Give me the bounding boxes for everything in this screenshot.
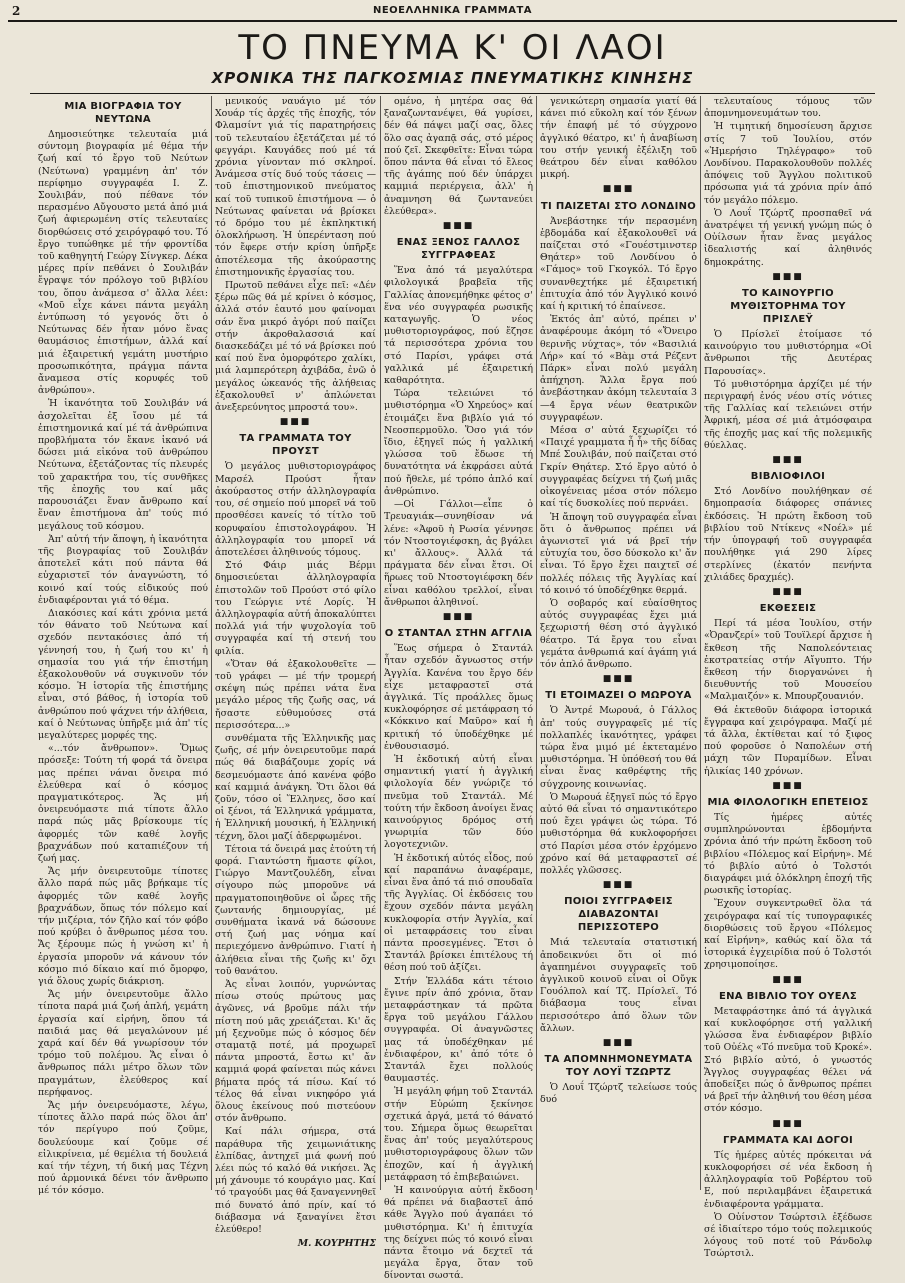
paragraph: Ἡ ἐκδοτική αὐτή εἶναι σημαντική γιατί ἡ ἀγγλική φιλολογία δέν γνώριζε τό πνεῦμα τοῦ Σταντάλ. Μέ τούτη τήν ἔκδοση ἀνοίγει ἕνας καινούργιος δρόμος στή γνωριμία τῶν δύο λογοτεχνιῶν. <box>384 753 533 851</box>
paragraph: Ἡ τιμητική δημοσίευση ἄρχισε στίς 7 τοῦ Ἰουλίου, στόν «Ἡμερήσιο Τηλέγραφο» τοῦ Λονδίνου. Παρακολουθοῦν πολλές ἀπόψεις τοῦ Ἄγγλου πολιτικοῦ πρόσωπα γιά τά χρόνια πρίν ἀπό τόν μεγάλο πόλεμο. <box>704 121 872 206</box>
section-separator: ■■■ <box>772 1118 804 1129</box>
column-divider <box>211 96 212 1190</box>
page-header <box>8 4 897 22</box>
article-heading: ΕΚΘΕΣΕΙΣ <box>759 603 817 615</box>
paragraph: Τέτοια τά ὄνειρά μας ἐτούτη τή φορά. Γιαντώστη ἤμαστε φίλοι, Γιώργο Μαντζουλέδη, εἶναι σίγουρο πώς μποροῦνε νά πραγματοποιηθοῦνε οἱ ὧρες τῆς ζωντανής δημιουργίας, μέ συνθήματα ἱκανά νά δώσουνε στή ζωή μας νόημα καί περιεχόμενο ἀνθρώπινο. Γιατί ἡ ἀλήθεια εἶναι τῆς ζωῆς κι' ὄχι τοῦ θανάτου. <box>215 843 376 977</box>
paragraph: Τώρα τελειώνει τό μυθιστόρημα «Ὁ Χηρεύος» καί ἑτοιμάζει ἕνα βιβλίο γιά τό Νεοσπερμοῦλο. Ὅσο γιά τόν ἴδιο, ἐξηγεῖ πώς ἡ γαλλική γλώσσα τοῦ ἔδωσε τή δυνατότητα νά ἐκφράσει αὐτά πού ἤθελε, μέ τρόπο ἁπλό καί ἀνθρώπινο. <box>384 388 533 497</box>
masthead <box>0 28 905 88</box>
paragraph: τελευταίους τόμους τῶν ἀπομνημονευμάτων του. <box>704 96 872 120</box>
paragraph: Μέσα σ' αὐτά ξεχωρίζει τό «Παιχέ γραμματα ἦ ἦ» τῆς δίδας Μπέ Σουλιβάν, πού παίζεται στό Γκρίν Θηάτερ. Στό ἔργο αὐτό ὁ συγγραφέας δείχνει τή ζωή μιᾶς οἰκογένειας μέσα στόν πόλεμο καί τίς δυσκολίες πού περνάει. <box>540 425 697 510</box>
article-heading: ΕΝΑ ΒΙΒΛΙΟ ΤΟΥ ΟΥΕΛΣ <box>718 990 858 1002</box>
paragraph: Στήν Ἑλλάδα κάτι τέτοιο ἔγινε πρίν ἀπό χρόνια, ὅταν μεταφράστηκαν τά πρῶτα ἔργα τοῦ μεγάλου Γάλλου συγγραφέα. Οἱ ἀναγνῶστες μας τά ὑποδέχθηκαν μέ ἐνδιαφέρον, κι' ἀπό τότε ὁ Σταντάλ ἔχει πολλούς θαυμαστές. <box>384 975 533 1085</box>
paragraph: Ἄς μήν ὀνειρευτοῦμε ἄλλο τίποτα παρά μιά ζωή ἁπλή, γεμάτη ἐργασία καί εἰρήνη, ὅπου τά παιδιά μας θά μεγαλώνουν μέ χαρά καί δέν θά γνωρίσουν τόν τρόμο τοῦ πολέμου. Ἄς εἶναι ὁ ἄνθρωπος πάλι μέτρο ὅλων τῶν πραγμάτων, ἐλεύθερος καί περήφανος. <box>38 989 208 1098</box>
page-subtitle: ΧΡΟΝΙΚΑ ΤΗΣ ΠΑΓΚΟΣΜΙΑΣ ΠΝΕΥΜΑΤΙΚΗΣ ΚΙΝΗΣΗΣ <box>211 69 694 87</box>
article-heading: ΤΟ ΚΑΙΝΟΥΡΓΙΟ ΜΥΘΙΣΤΟΡΗΜΑ ΤΟΥ ΠΡΙΣΛΕΫ <box>730 288 846 326</box>
section-separator: ■■■ <box>602 674 635 685</box>
author-signature: Μ. ΚΟΥΡΗΤΗΣ <box>297 1238 376 1250</box>
section-separator: ■■■ <box>442 611 475 622</box>
paragraph: Ὁ Μωρουά ἐξηγεῖ πώς τό ἔργο αὐτό θά εἶναι τό σημαντικότερο πού ἔχει γράψει ὡς τώρα. Τό μυθιστόρημα θά κυκλοφορήσει στό Παρίσι μέσα στόν ἐρχόμενο χρόνο καί θά μεταφραστεῖ σέ πολλές γλῶσσες. <box>540 791 697 876</box>
paragraph: Δημοσιεύτηκε τελευταία μιά σύντομη βιογραφία μέ θέμα τήν ζωή καί τό ἔργο τοῦ Νεύτων (Νεύτωνα) γραμμένη ἀπ' τόν περίφημο συγγραφέα Ι. Ζ. Σουλιβάν, πού πέθανε τόν περασμένο Αὔγουστο μετά ἀπό μιά ζωή ἀφιερωμένη στίς τελευταίες διορθώσεις στό χειρόγραφό του. Τό ἔργο τυπώθηκε μέ τήν φροντίδα τοῦ καθηγητή Γεώργ Σίνγκερ. Δέκα μέρες πρίν πεθάνει ὁ Σουλιβάν ἔγραψε τόν πρόλογο τοῦ βιβλίου του, ὅπου ἀνάμεσα σ' ἄλλα λέει: «Μοῦ εἶχε κάνει πάντα μεγάλη ἐντύπωση τό γεγονός ὅτι ὁ Νεύτωνας δέν ἦταν μόνο ἕνας θαυμάσιος ἐπιστήμων, ἀλλά καί μιά ἐξαιρετική γεμάτη μυστήριο προσωπικότητα, πράγμα πάντα ἄναμεσα στίς κορυφές τοῦ ἀνθρώπου». <box>38 129 208 397</box>
masthead-rule <box>30 93 875 94</box>
paragraph: μενικούς ναυάγιο μέ τόν Χουάρ τίς ἀρχές τῆς ἐποχῆς, τόν Φλαμσίντ γιά τίς παρατηρήσεις τοῦ τελευταίου ἐξετάζεται μέ τό φεγγάρι. Καυγάδες πού μέ τά χρόνια γίνονταν πιό σκληροί. Ἀνάμεσα στίς δυό τούς τάσεις — τοῦ ἐπιστημονικοῦ πνεύματος καί τοῦ τυπικοῦ ἐπιστήμονα — ὁ Νεύτωνας φαίνεται νά βρίσκει τό δρόμο του μέ ἐκπληκτική ὁλοκλήρωση. Ἡ ὑπερένταση πού τόν ἔφερε στήν κρίση ὑπῆρξε ἀποτέλεσμα τῆς ἀκούραστης ἐπιστημονικῆς ἐργασίας του. <box>215 96 376 278</box>
paragraph: Ὁ Οὐίνστον Τσώρτσιλ ἐξέδωσε σέ ἰδιαίτερο τόμο τούς πολεμικούς λόγους τοῦ ποτέ τοῦ Ράνδολφ Τσώρτσιλ. <box>704 1211 872 1260</box>
paragraph: Ἀνεβάστηκε τήν περασμένη ἑβδομάδα καί ἐξακολουθεῖ νά παίζεται στό «Γουέστμινστερ Θηάτερ» τοῦ Λονδίνου ὁ «Γάμος» τοῦ Γκογκόλ. Τό ἔργο συνανθεχτήκε μέ ἐξαιρετική ἐπιτυχία ἀπό τόν Ἀγγλικό κοινό καί ἡ κριτική τό ἐπαίνεσε. <box>540 215 697 313</box>
page-title: ΤΟ ΠΝΕΥΜΑ Κ' ΟΙ ΛΑΟΙ <box>238 28 667 68</box>
section-separator: ■■■ <box>772 586 804 597</box>
column-4 <box>540 96 697 1194</box>
column-2 <box>215 96 376 1250</box>
paragraph: Περί τά μέσα Ἰουλίου, στήν «Ὀρανζερί» τοῦ Τουϊλερί ἄρχισε ἡ ἔκθεση τῆς Ναπολεόντειας ἐκστρατείας στήν Αἴγυπτο. Τήν ἔκθεση τήν διοργανώνει ἡ διευθυντής τοῦ Μουσείου «Μαλμαιζόν» κ. Μπουρζουανιόν. <box>704 618 872 703</box>
section-separator: ■■■ <box>602 1038 635 1049</box>
paragraph: Ἡ ἱκανότητα τοῦ Σουλιβάν νά ἀσχολεῖται ἐξ ἴσου μέ τά ἐπιστημονικά καί μέ τά ἀνθρώπινα προβλήματα τόν ἔκανε ἱκανό νά δώσει μιά εἰκόνα τοῦ ἀνθρώπου Νεύτωνα, ἐξετάζοντας τίς πλευρές τοῦ χαρακτήρα του, τίς συνθῆκες τῆς ἐποχῆς του καί μᾶς παρουσιάζει ἕναν ἄνθρωπο καί ἕναν ἐπιστήμονα ἀπ' τούς πιό μεγάλους τοῦ κόσμου. <box>38 398 208 532</box>
column-1 <box>38 96 208 1197</box>
paragraph: Ὁ σοβαρός καί εὐαίσθητος αὐτός συγγραφέας ἔχει μιά ξεχωριστή θέση στό ἀγγλικό θέατρο. Τά ἔργα του εἶναι γεμάτα ἀνθρωπιά καί ἀγάπη γιά τόν ἁπλό ἄνθρωπο. <box>540 597 697 670</box>
section-separator: ■■■ <box>602 880 635 891</box>
section-separator: ■■■ <box>772 271 804 282</box>
article-heading: ΤΑ ΓΡΑΜΜΑΤΑ ΤΟΥ ΠΡΟΥΣΤ <box>239 433 352 458</box>
paragraph: Ἡ ἐκδοτική αὐτός εἶδος, πού καί παραπάνω ἀναφέραμε, εἶναι ἕνα ἀπό τά πιό σπουδαῖα τῆς Ἀγγλίας. Οἱ ἐκδόσεις του ἔχουν σχεδόν πάντα μεγάλη κυκλοφορία στήν Ἀγγλία, καί οἱ μεταφράσεις του εἶναι πάντα προσεγμένες. Ἔτσι ὁ Σταντάλ βρίσκει ἐπιτέλους τή θέση πού τοῦ ἀξίζει. <box>384 852 533 974</box>
paragraph: Ἡ μεγάλη φήμη τοῦ Σταντάλ στήν Εὐρώπη ξεκίνησε σχετικά ἀργά, μετά τό θάνατό του. Σήμερα ὅμως θεωρεῖται ἕνας ἀπ' τούς μεγαλύτερους μυθιστοριογράφους ὅλων τῶν ἐποχῶν, καί ἡ ἀγγλική μετάφραση τό ἐπιβεβαιώνει. <box>384 1086 533 1183</box>
section-separator: ■■■ <box>442 221 475 232</box>
paragraph: Ἄς μήν ὀνειρευτοῦμε τίποτες ἄλλο παρά πώς μᾶς βρήκαμε τίς ἀφορμές τῶν καθέ λογῆς βραχνάδων, ὅπως τόν πόλεμο καί τήν μιζέρια, τόν ζῆλο καί τόν φόβο πού κρύβει ὁ ἄνθρωπος μέσα του. Ἄς ξέρουμε πώς ἡ γνώση κι' ἡ ἐργασία μποροῦν νά κάνουν τόν κόσμο πιό δίκαιο καί πιό ὄμορφο, γιά ὅλους χωρίς διάκριση. <box>38 866 208 988</box>
paragraph: Ὁ Ἀντρέ Μωρουά, ὁ Γάλλος ἀπ' τούς συγγραφεῖς μέ τίς πολλαπλές ἱκανότητες, γράφει τώρα ἕνα μιμό μέ ἐκτεταμένο μυθιστόρημα. Ἡ ὑπόθεσή του θά εἶναι ἕνας καθρέφτης τῆς σύγχρονης κοινωνίας. <box>540 705 697 790</box>
section-separator: ■■■ <box>772 974 804 985</box>
paragraph: Μιά τελευταία στατιστική ἀποδεικνύει ὅτι οἱ πιό ἀγαπημένοι συγγραφεῖς τοῦ ἀγγλικοῦ κοινοῦ εἶναι οἱ Οὔγκ Γουόλπολ καί Τζ. Πρίσλεϊ. Τό διάβασμα τους εἶναι περισσότερο ἀπό ὅλων τῶν ἄλλων. <box>540 937 697 1034</box>
paragraph: Ὁ μεγάλος μυθιστοριογράφος Μαρσέλ Προύστ ἦταν ἀκούραστος στήν ἀλληλογραφία του, σέ σημείο πού μπορεῖ νά τοῦ προσθέσει κανείς τό τίτλο τοῦ κορυφαίου ἐπιστολογράφου. Ἡ ἀλληλογραφία του μπορεῖ νά ἀποτελέσει ἀληθινούς τόμους. <box>215 461 376 558</box>
paragraph: ομένο, ἡ μητέρα σας θά ξαναζωντανέψει, θά γυρίσει, δέν θά πάψει μαζί σας, ὅλες ὅλο σας ἀγαπᾷ σάς, στό μέρος πού ζεῖ. Σκεφθεῖτε: Εἶναι τώρα ὅπου πάντα θά εἶναι τό ἔλεος τῆς ἀγάπης πού δέν ὑπάρχει καμμιά περιέργεια, ἀλλ' ἡ ἀναμνηση θά ζωντανεύει ἐλεύθερα». <box>384 96 533 217</box>
paragraph: Ἀς εἶναι λοιπόν, γυρνώντας πίσω στούς πρώτους μας ἀγῶνες, νά βροῦμε πάλι τήν πίστη πού μᾶς χρειάζεται. Κι' ἄς μή ξεχνοῦμε πώς ὁ κόσμος δέν σταματᾷ ποτέ, μά προχωρεῖ πάντα μπροστά, ἔστω κι' ἄν καμμιά φορά φαίνεται πώς κάνει βήματα πρός τά πίσω. Καί τό τέλος θά εἶναι νικηφόρο γιά ὅλους ἐκείνους πού πιστεύουν στόν ἄνθρωπο. <box>215 979 376 1125</box>
paragraph: Ὁ Λουΐ Τζώρτζ προσπαθεῖ νά ἀνατρέψει τή γενική γνώμη πώς ὁ Οὐίλσων ἦταν ἕνας μεγάλος ἰδεαλιστής καί ἀληθινός δημοκράτης. <box>704 207 872 268</box>
article-heading: ΠΟΙΟΙ ΣΥΓΓΡΑΦΕΙΣ ΔΙΑΒΑΖΟΝΤΑΙ ΠΕΡΙΣΣΟΤΕΡΟ <box>564 896 673 934</box>
paragraph: Θά ἐκτεθοῦν διάφορα ἱστορικά ἔγγραφα καί χειρόγραφα. Μαζί μέ τά ἄλλα, ἐκτίθεται καί τό ξιφος πού φοροῦσε ὁ Ναπολέων στή μάχη τῶν Πυραμίδων. Εἶναι ἡλικίας 140 χρόνων. <box>704 704 872 777</box>
section-separator: ■■■ <box>279 417 312 428</box>
paragraph: Διακόσιες καί κάτι χρόνια μετά τόν θάνατο τοῦ Νεύτωνα καί σχεδόν πεντακόσιες ἀπό τή γέννησή του, ἡ ζωή του κι' ἡ σημασία του γιά τήν ἐπιστήμη ἐξακολουθοῦν νά συγκινοῦν τόν κόσμο. Ἡ ἱστορία τῆς ἐπιστήμης εἶναι, στό βάθος, ἡ ἱστορία τοῦ ἀνθρώπου πού ψάχνει τήν ἀλήθεια, καί ὁ Νεύτωνας ὑπῆρξε μιά ἀπ' τίς μεγαλύτερες μορφές της. <box>38 607 208 741</box>
paragraph: Ὁ Λουΐ Τζώρτζ τελείωσε τούς δυό <box>540 1082 697 1106</box>
paragraph: «Ὅταν θά ἐξακολουθεῖτε — τοῦ γράφει — μέ τήν τρομερή σκέψη πώς πρέπει νάτα ἕνα μεγάλο μέρος τῆς ζωῆς σας, νά ἤσαστε εὐθυμούσες στά περισσότερα...» <box>215 658 376 731</box>
running-title: ΝΕΟΕΛΛΗΝΙΚΑ ΓΡΑΜΜΑΤΑ <box>372 5 533 16</box>
page-number: 2 <box>12 4 21 18</box>
article-heading: ΕΝΑΣ ΞΕΝΟΣ ΓΑΛΛΟΣ ΣΥΓΓΡΑΦΕΑΣ <box>396 237 521 262</box>
paragraph: Μεταφράστηκε ἀπό τά ἀγγλικά καί κυκλοφόρησε στή γαλλική γλώσσα ἕνα ἐνδιαφέρον βιβλίο τοῦ Οὐέλς «Τό πνεῦμα τοῦ Κροκέ». Στό βιβλίο αὐτό, ὁ γνωστός Ἄγγλος συγγραφέας θέλει νά ἀποδείξει πώς ὁ ἄνθρωπος πρέπει νά βρεῖ τήν ἀληθινή του θέση μέσα στόν κόσμο. <box>704 1005 872 1115</box>
paragraph: Ἄς μήν ὀνειρευόμαστε, λέγω, τίποτες ἄλλο παρά πώς ὅλοι ἀπ' τόν περίγυρο πού ζοῦμε, δουλεύουμε καί ζοῦμε σέ εἰλικρίνεια, μέ θεμέλια τή δουλειά καί τήν τέχνη, τή δική μας Τέχνη πού ἁρμονικά δένει τόν ἄνθρωπο μέ τόν κόσμο. <box>38 1100 208 1197</box>
paragraph: «...τόν ἄνθρωπον». Ὅμως πρόσεξε: Τούτη τή φορά τά ὄνειρα μας πρέπει νάναι ὄνειρα πιό ἐλεύθερα καί ὁ κόσμος πραγματικότερος. Ἄς μή ὀνειρευόμαστε πιά τίποτε ἄλλο παρά πώς μᾶς βρίσκουμε τίς ἀφορμές τῶν καθέ λογῆς βραχνάδων πού καταπιέζουν τή ζωή μας. <box>38 743 208 864</box>
section-separator: ■■■ <box>772 780 804 791</box>
paragraph: Πρωτοῦ πεθάνει εἶχε πεῖ: «Δέν ξέρω πῶς θά μέ κρίνει ὁ κόσμος, ἀλλά στόν ἑαυτό μου φαίνομαι σάν ἕνα μικρό ἀγόρι πού παίζει στήν ἀκροθαλασσιά καί διασκεδάζει μέ τό νά βρίσκει πού καί πού ἕνα ὀμορφότερο χαλίκι, μιά λαμπερότερη ἀχιβάδα, ἐνῶ ὁ μεγάλος ὠκεανός τῆς ἀλήθειας ἐξακολουθεῖ ν' ἁπλώνεται ἀνεξερεύνητος μπροστά του». <box>215 280 376 414</box>
section-separator: ■■■ <box>602 184 635 195</box>
article-heading: ΒΙΒΛΙΟΦΙΛΟΙ <box>750 471 826 483</box>
article-heading: ΤΑ ΑΠΟΜΝΗΜΟΝΕΥΜΑΤΑ ΤΟΥ ΛΟΥΪ ΤΖΩΡΤΖ <box>544 1054 693 1079</box>
article-heading: Ο ΣΤΑΝΤΑΛ ΣΤΗΝ ΑΓΓΛΙΑ <box>384 628 533 640</box>
paragraph: Ἐκτός ἀπ' αὐτό, πρέπει ν' ἀναφέρουμε ἀκόμη τό «Ὄνειρο θερινῆς νύχτας», τόν «Βασιλιά Λήρ» καί τό «Βὰμ στά Ρέζεντ Πάρκ» εἶναι πολύ μεγάλη ἀπήχηση. Ἄλλα ἔργα πού ἀνεβάστηκαν ἀκόμη τελευταία 3—4 ἔργα νέων θεατρικῶν συγγραφέων. <box>540 314 697 423</box>
paragraph: Ἀπ' αὐτή τήν ἄποψη, ἡ ἱκανότητα τῆς βιογραφίας τοῦ Σουλιβάν ἀποτελεῖ κάτι πού πάντα θά εὐχαριστεῖ τόν ἀναγνώστη, τό κοινό καί τούς εἰδικούς πού ἐνδιαφέρονται γιά τό θέμα. <box>38 533 208 606</box>
paragraph: Ὁ Πρίσλεϊ ἐτοίμασε τό καινούργιο του μυθιστόρημα «Οἱ ἄνθρωποι τῆς Δευτέρας Παρουσίας». <box>704 329 872 377</box>
article-heading: ΜΙΑ ΒΙΟΓΡΑΦΙΑ ΤΟΥ ΝΕΥΤΩΝΑ <box>64 101 182 125</box>
article-heading: ΓΡΑΜΜΑΤΑ ΚΑΙ ΔΟΓΟΙ <box>722 1134 854 1146</box>
paragraph: Ἡ καινούργια αὐτή ἔκδοση θά πρέπει νά διαβαστεῖ ἀπό κάθε Ἄγγλο πού ἀγαπάει τό μυθιστόρημα. Κι' ἡ ἐπιτυχία της δείχνει πώς τό κοινό εἶναι πάντα ἕτοιμο νά δεχτεῖ τά μεγάλα ἔργα, ὅταν τοῦ δίνονται σωστά. <box>384 1185 533 1282</box>
paragraph: γενικώτερη σημασία γιατί θά κάνει πιό εὔκολη καί τόν ξένων τήν ἐπαφή μέ τό σύγχρονο ἀγγλικό θέατρο, κι' ἡ ἀναβίωση του στήν γενική ἐξέλιξη τοῦ θεάτρου δέν εἶναι καθόλου μικρή. <box>540 96 697 181</box>
paragraph: συνθέματα τῆς Ἑλληνικῆς μας ζωῆς, σέ μήν ὀνειρευτοῦμε παρά πώς θά διαβάζουμε χορίς νά δεσμευόμαστε ἀπό κανένα φόβο καί καμμιά ἀνάγκη. Ὅτι ὅλοι θά ζοῦν, τόσο οἱ Ἕλληνες, ὅσο καί οἱ ξένοι, τά Ἑλληνικά γράμματα, ἡ Ἑλληνική μουσική, ἡ Ἑλληνική τέχνη, ὅλοι μαζί ἀδερφωμένοι. <box>215 732 376 842</box>
paragraph: Στό Φάιρ μιάς Βέρμι δημοσιεύεται ἀλληλογραφία ἐπιστολῶν τοῦ Προύστ στό φίλο του Γεώργιε ντέ Λορίς. Ἡ ἀλληλογραφία αὐτή ἀποκαλύπτει πολλά γιά τήν ψυχολογία τοῦ συγγραφέα καί τή στενή του φιλία. <box>215 560 376 657</box>
article-heading: ΤΙ ΕΤΟΙΜΑΖΕΙ Ο ΜΩΡΟΥΑ <box>545 690 692 702</box>
section-separator: ■■■ <box>772 455 804 466</box>
paragraph: Ἡ ἄποψη τοῦ συγγραφέα εἶναι ὅτι ὁ ἄνθρωπος πρέπει νά ἀγωνιστεῖ γιά νά βρεῖ τήν εὐτυχία του, ὅσο δύσκολο κι' ἄν εἶναι. Τό ἔργο ἔχει παιχτεῖ σέ πολλές πόλεις τῆς Ἀγγλίας καί τό κοινό τό ὑποδέχθηκε θερμά. <box>540 511 697 596</box>
paragraph: Τίς ἡμέρες αὐτές συμπληρώνονται ἑβδομήντα χρόνια ἀπό τήν πρώτη ἔκδοση τοῦ βιβλίου «Πόλεμος καί Εἰρήνη». Μέ τό βιβλίο αὐτό ὁ Τολστόι διαγράφει μιά ὁλόκληρη ἐποχή τῆς ρωσικῆς ἱστορίας. <box>704 811 872 897</box>
paragraph: Ἕως σήμερα ὁ Σταντάλ ἦταν σχεδόν ἄγνωστος στήν Ἀγγλία. Κανένα του ἔργο δέν εἶχε μεταφραστεῖ στά ἀγγλικά. Τίς προάλλες ὅμως κυκλοφόρησε σέ μετάφραση τό «Κόκκινο καί Μαῦρο» καί ἡ κριτική τό ὑποδέχθηκε μέ ἐνθουσιασμό. <box>384 643 533 752</box>
paragraph: Ἕνα ἀπό τά μεγαλύτερα φιλολογικά βραβεῖα τῆς Γαλλίας ἀπονεμήθηκε φέτος σ' ἕνα νέο συγγραφέα ρωσικῆς καταγωγῆς. Ὁ νέος μυθιστοριογράφος, πού ἔζησε τά περισσότερα χρόνια του στό Παρίσι, γράφει στά γαλλικά μέ ἐξαιρετική καθαρότητα. <box>384 265 533 387</box>
column-divider <box>700 96 701 1190</box>
article-heading: ΜΙΑ ΦΙΛΟΛΟΓΙΚΗ ΕΠΕΤΕΙΟΣ <box>707 796 869 808</box>
column-divider <box>536 96 537 1190</box>
column-5 <box>704 96 872 1260</box>
column-3 <box>384 96 533 1282</box>
paragraph: Τό μυθιστόρημα ἀρχίζει μέ τήν περιγραφή ἑνός νέου στίς νότιες τῆς Γαλλίας καί τελειώνει στήν Ἀφρική, μέσα σέ μιά ἀτμόσφαιρα τῆς ἐποχῆς μας καί τῆς πολεμικῆς θύελλας. <box>704 378 872 451</box>
paragraph: Καί πάλι σήμερα, στά παράθυρα τῆς χειμωνιάτικης ἐλπίδας, ἀντηχεῖ μιά φωνή πού λέει πώς τό καλό θά νικήσει. Ἄς μή χάνουμε τό κουράγιο μας. Καί τό τραγούδι μας θά ξαναγεννηθεῖ πιό δυνατό ἀπό πρίν, καί τό διάβασμα νά ξαναγίνει ἔτσι ἐλεύθερο! <box>215 1126 376 1236</box>
paragraph: Ἔχουν συγκεντρωθεῖ ὅλα τά χειρόγραφα καί τίς τυπογραφικές διορθώσεις τοῦ ἔργου «Πόλεμος καί Εἰρήνη», καθώς καί ὅλα τά ἱστορικά ἐγχειρίδια πού ὁ Τολστόι χρησιμοποίησε. <box>704 898 872 971</box>
paragraph: Τίς ἡμέρες αὐτές πρόκειται νά κυκλοφορήσει σέ νέα ἔκδοση ἡ ἀλληλογραφία τοῦ Ροβέρτου τοῦ Ε, πού περιλαμβάνει ἐξαιρετικά ἐνδιαφέροντα γράμματα. <box>704 1149 872 1210</box>
paragraph: Στό Λονδίνο πουλήθηκαν σέ δημοπρασία διάφορες σπάνιες ἐκδόσεις. Ἡ πρώτη ἔκδοση τοῦ βιβλίου τοῦ Ντίκενς «Νοέλ» μέ τήν ὑπογραφή τοῦ συγγραφέα πουλήθηκε γιά 290 λίρες στερλίνες (ἑκατόν πενήντα χιλιάδες δραχμές). <box>704 486 872 583</box>
column-divider <box>380 96 381 1190</box>
paragraph: —Οἱ Γάλλοι—εἶπε ὁ Τρευαγιάκ—συνηθίσαν νά λένε: «Ἀφοῦ ἡ Ρωσία γέννησε τόν Ντοστογιέφσκη, ἀς βγάλει κι' ἄλλους». Ἀλλά τά πράγματα δέν εἶναι ἔτσι. Οἱ ἥρωες τοῦ Ντοστογιέφσκη δέν εἶναι καθόλου τρελλοί, εἶναι ἄνθρωποι ἀληθινοί. <box>384 499 533 608</box>
article-heading: ΤΙ ΠΑΙΖΕΤΑΙ ΣΤΟ ΛΟΝΔΙΝΟ <box>540 200 697 212</box>
